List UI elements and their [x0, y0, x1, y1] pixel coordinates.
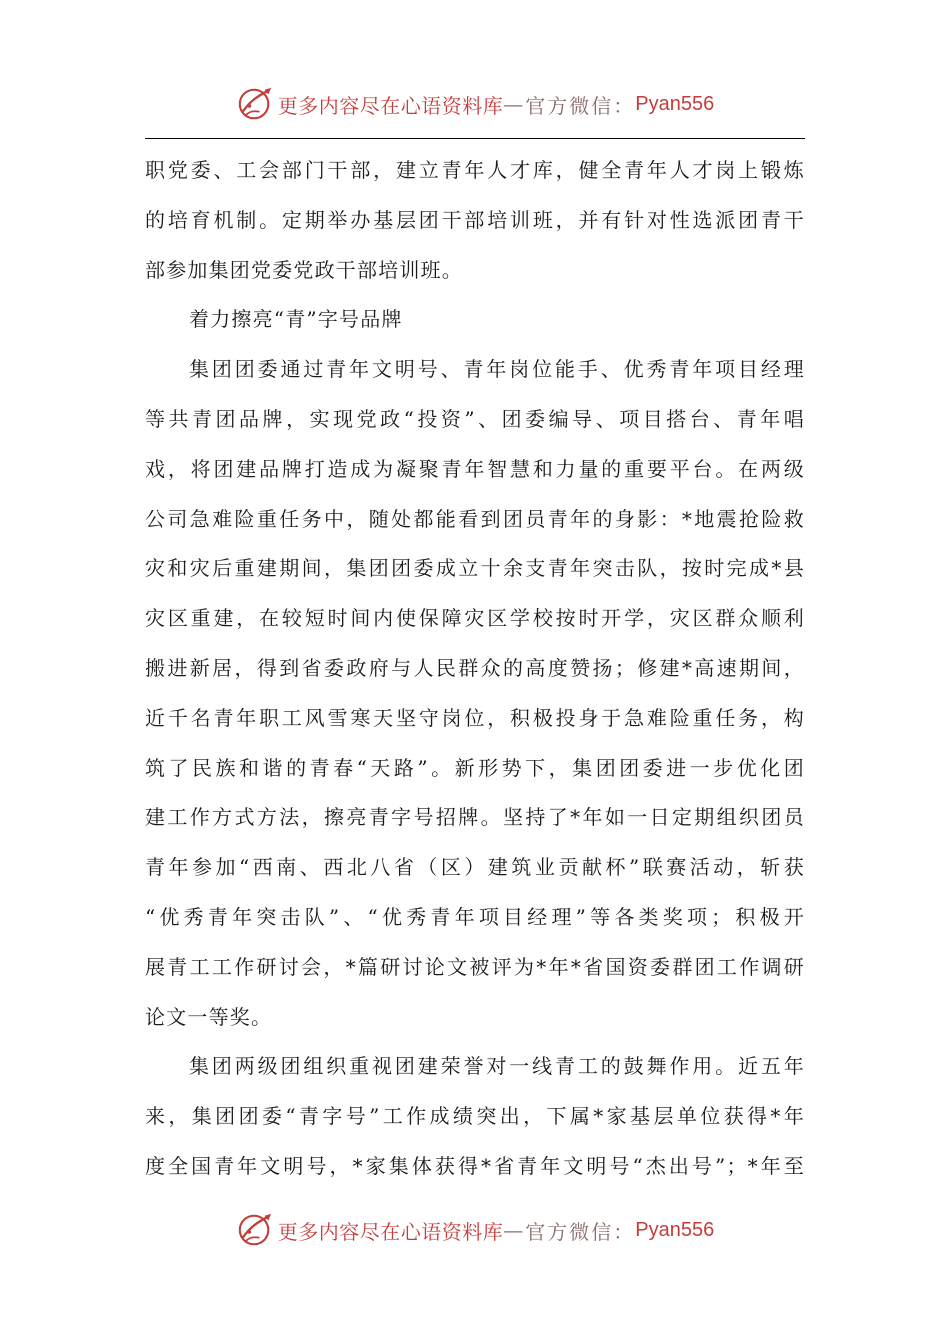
header-brand-text: 更多内容尽在心语资料库 — [277, 93, 504, 118]
text-line: 的培育机制。定期举办基层团干部培训班，并有针对性选派团青干 — [145, 207, 805, 232]
text-line: 灾和灾后重建期间，集团团委成立十余支青年突击队，按时完成*县 — [145, 556, 805, 581]
header-wechat-id: Pyan556 — [635, 92, 715, 115]
text-line: 职党委、工会部门干部，建立青年人才库，健全青年人才岗上锻炼 — [145, 158, 805, 182]
text-line: 搬进新居，得到省委政府与人民群众的高度赞扬；修建*高速期间， — [145, 655, 805, 680]
footer-separator: — — [503, 1218, 526, 1242]
text-line: 青年参加“西南、西北八省（区）建筑业贡献杯”联赛活动，斩获 — [145, 855, 805, 880]
text-line: 近千名青年职工风雪寒天坚守岗位，积极投身于急难险重任务，构 — [145, 705, 805, 730]
text-line: 度全国青年文明号，*家集体获得*省青年文明号“杰出号”；*年至 — [145, 1153, 805, 1178]
text-line: 公司急难险重任务中，随处都能看到团员青年的身影：*地震抢险救 — [145, 506, 805, 531]
text-line: 部参加集团党委党政干部培训班。 — [145, 257, 463, 282]
text-line: 筑了民族和谐的青春“天路”。新形势下，集团团委进一步优化团 — [145, 755, 805, 780]
footer-banner — [0, 1208, 950, 1252]
text-line: 论文一等奖。 — [145, 1004, 273, 1029]
pen-logo-icon — [236, 1211, 274, 1249]
text-line: 集团团委通过青年文明号、青年岗位能手、优秀青年项目经理 — [189, 357, 805, 382]
text-line: 灾区重建，在较短时间内使保障灾区学校按时开学，灾区群众顺利 — [145, 606, 805, 631]
pen-logo-icon — [236, 85, 274, 123]
document-body — [145, 146, 805, 1192]
text-line: 戏，将团建品牌打造成为凝聚青年智慧和力量的重要平台。在两级 — [145, 456, 805, 481]
header-official-label: 官方微信： — [525, 93, 636, 118]
text-line: 集团两级团组织重视团建荣誉对一线青工的鼓舞作用。近五年 — [189, 1054, 805, 1079]
footer-brand-text: 更多内容尽在心语资料库 — [277, 1219, 504, 1244]
text-line: 等共青团品牌，实现党政“投资”、团委编导、项目搭台、青年唱 — [145, 406, 805, 431]
header-separator: — — [503, 92, 526, 116]
footer-wechat-id: Pyan556 — [635, 1218, 715, 1241]
header-divider — [145, 138, 805, 139]
section-heading: 着力擦亮“青”字号品牌 — [189, 307, 403, 332]
text-line: 展青工工作研讨会，*篇研讨论文被评为*年*省国资委群团工作调研 — [145, 954, 805, 979]
text-line: 建工作方式方法，擦亮青字号招牌。坚持了*年如一日定期组织团员 — [145, 805, 805, 830]
header-banner — [0, 82, 950, 126]
footer-official-label: 官方微信： — [525, 1219, 636, 1244]
text-line: “优秀青年突击队”、“优秀青年项目经理”等各类奖项；积极开 — [145, 904, 805, 929]
text-line: 来，集团团委“青字号”工作成绩突出，下属*家基层单位获得*年 — [145, 1104, 805, 1129]
